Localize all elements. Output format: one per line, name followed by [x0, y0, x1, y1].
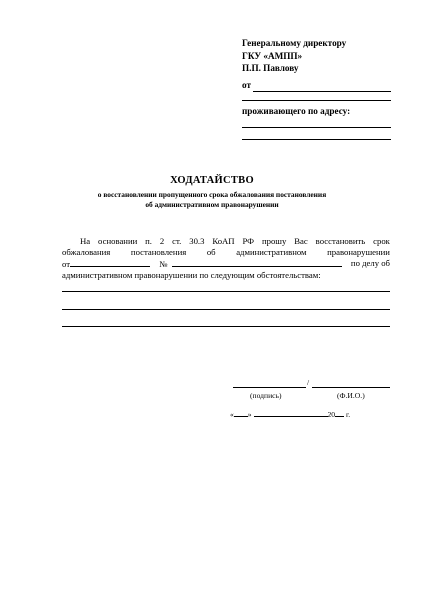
address-blank-line-1: [242, 127, 391, 128]
body-line-1-word: На: [80, 236, 91, 246]
body-line-4: административном правонарушении по следующим обстоятельствам:: [62, 270, 321, 280]
body-line-2-word: обжалования: [62, 247, 111, 257]
body-line-1-word: п.: [145, 236, 152, 246]
date-blank: [70, 258, 150, 267]
circumstances-line-3: [62, 326, 390, 327]
year-blank: [335, 409, 344, 417]
body-line-1-word: КоАП: [212, 236, 235, 246]
signature-blank: [233, 387, 306, 388]
circumstances-line-1: [62, 291, 390, 292]
addressee-line-2: ГКУ «АМПП»: [242, 50, 303, 61]
subtitle-line-2: об административном правонарушении: [145, 199, 279, 209]
body-from-label: от: [62, 258, 150, 270]
body-line-1: [62, 236, 390, 247]
body-line-1-word: восстановить: [315, 236, 366, 246]
addressee-line-1: Генеральному директору: [242, 38, 347, 48]
address-blank-line-2: [242, 139, 391, 140]
day-blank: [234, 409, 248, 417]
body-line-1-word: 2: [159, 236, 165, 246]
body-line-2-word: правонарушении: [327, 247, 390, 257]
addressee-block: [242, 37, 346, 75]
body-number-label: №: [159, 258, 341, 270]
from-blank-line: [253, 91, 391, 92]
name-caption: (Ф.И.О.): [337, 391, 365, 400]
month-blank: [254, 409, 328, 417]
body-line-2-word: постановления: [130, 247, 187, 257]
body-line-1-word: РФ: [242, 236, 255, 246]
document-title: ХОДАТАЙСТВО: [170, 175, 254, 186]
body-line-1-word: срок: [373, 236, 390, 246]
body-line-3: [62, 258, 390, 270]
body-line-1-word: основании: [98, 236, 138, 246]
circumstances-line-2: [62, 309, 390, 310]
signature-separator: /: [307, 378, 310, 387]
subtitle-line-1: о восстановлении пропущенного срока обжалования постановления: [97, 190, 327, 199]
body-line-1-word: ст.: [172, 236, 182, 246]
body-line-2: [62, 247, 390, 258]
petition-body: [62, 236, 390, 281]
signature-caption: (подпись): [250, 391, 282, 400]
number-blank: [172, 258, 342, 267]
body-line-1-word: прошу: [261, 236, 287, 246]
body-line-1-word: 30.3: [189, 236, 205, 246]
addressee-line-3: П.П. Павлову: [242, 63, 299, 73]
body-line-2-word: об: [206, 247, 216, 257]
body-case-label: по делу об: [350, 258, 390, 268]
body-line-1-word: Вас: [294, 236, 308, 246]
body-line-2-word: административном: [236, 247, 307, 257]
document-subtitle: [0, 190, 424, 209]
address-label: проживающего по адресу:: [242, 106, 351, 116]
name-blank: [312, 387, 390, 388]
from-blank-line-2: [242, 100, 391, 101]
from-label: от: [242, 80, 251, 90]
date-row: « » 20 г.: [230, 410, 351, 419]
